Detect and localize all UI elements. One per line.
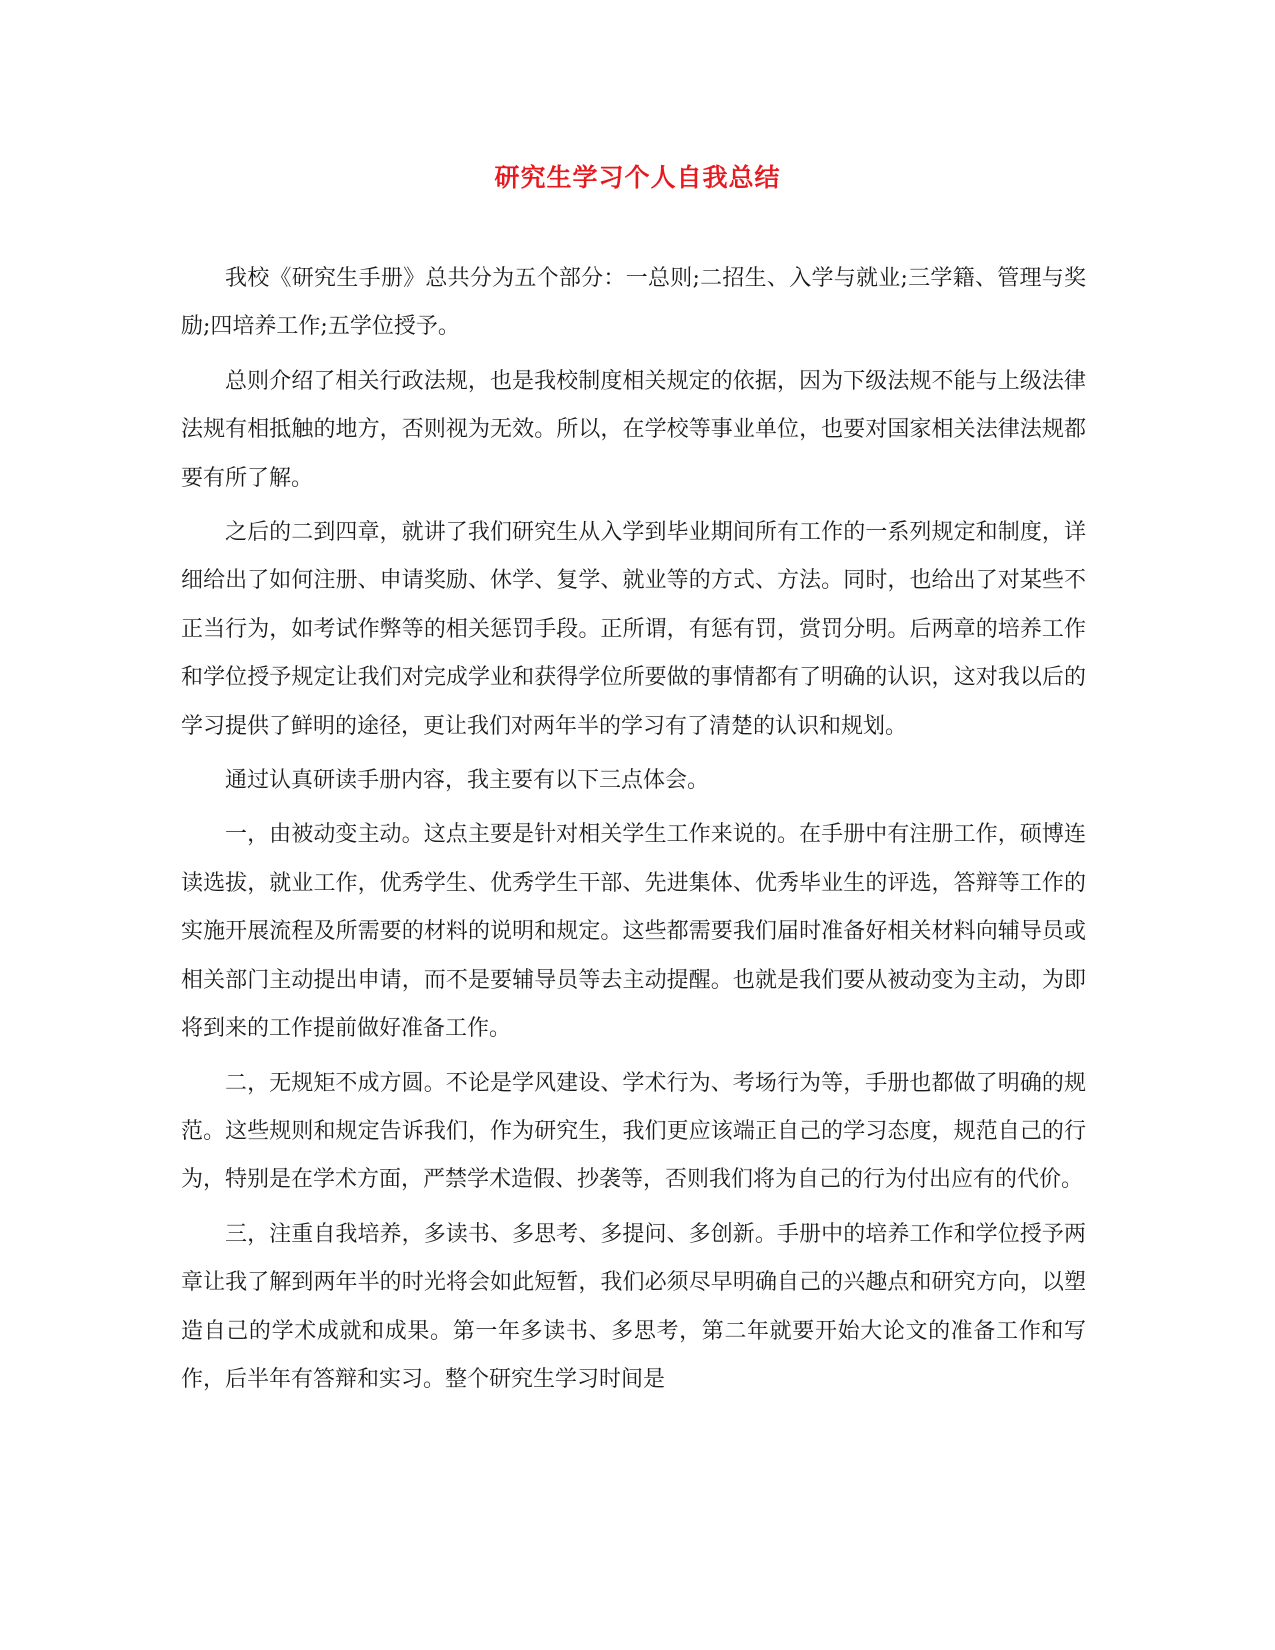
- document-title: 研究生学习个人自我总结: [494, 163, 781, 192]
- paragraph-4: 通过认真研读手册内容，我主要有以下三点体会。: [225, 768, 710, 794]
- paragraph-5: 一，由被动变主动。这点主要是针对相关学生工作来说的。在手册中有注册工作，硕博连读选拔，就业工作，优秀学生、优秀学生干部、先进集体、优秀毕业生的评选，答辩等工作的实施开展流程及所需要的材料的说明和规定。这些都需要我们届时准备好相关材料向辅导员或相关部门主动提出申请，而不是要辅导员等去主动提醒。也就是我们要从被动变为主动，为即将到来的工作提前做好准备工作。: [181, 822, 1086, 1042]
- paragraph-1: 我校《研究生手册》总共分为五个部分：一总则;二招生、入学与就业;三学籍、管理与奖励;四培养工作;五学位授予。: [181, 266, 1086, 340]
- paragraph-7: 三，注重自我培养，多读书、多思考、多提问、多创新。手册中的培养工作和学位授予两章让我了解到两年半的时光将会如此短暂，我们必须尽早明确自己的兴趣点和研究方向，以塑造自己的学术成就和成果。第一年多读书、多思考，第二年就要开始大论文的准备工作和写作，后半年有答辩和实习。整个研究生学习时间是: [181, 1221, 1086, 1392]
- paragraph-2: 总则介绍了相关行政法规，也是我校制度相关规定的依据，因为下级法规不能与上级法律法规有相抵触的地方，否则视为无效。所以，在学校等事业单位，也要对国家相关法律法规都要有所了解。: [181, 368, 1086, 491]
- document-body: [181, 255, 1086, 1410]
- paragraph-3: 之后的二到四章，就讲了我们研究生从入学到毕业期间所有工作的一系列规定和制度，详细给出了如何注册、申请奖励、休学、复学、就业等的方式、方法。同时，也给出了对某些不正当行为，如考试作弊等的相关惩罚手段。正所谓，有惩有罚，赏罚分明。后两章的培养工作和学位授予规定让我们对完成学业和获得学位所要做的事情都有了明确的认识，这对我以后的学习提供了鲜明的途径，更让我们对两年半的学习有了清楚的认识和规划。: [181, 520, 1086, 739]
- paragraph-6: 二，无规矩不成方圆。不论是学风建设、学术行为、考场行为等，手册也都做了明确的规范。这些规则和规定告诉我们，作为研究生，我们更应该端正自己的学习态度，规范自己的行为，特别是在学术方面，严禁学术造假、抄袭等，否则我们将为自己的行为付出应有的代价。: [181, 1070, 1086, 1193]
